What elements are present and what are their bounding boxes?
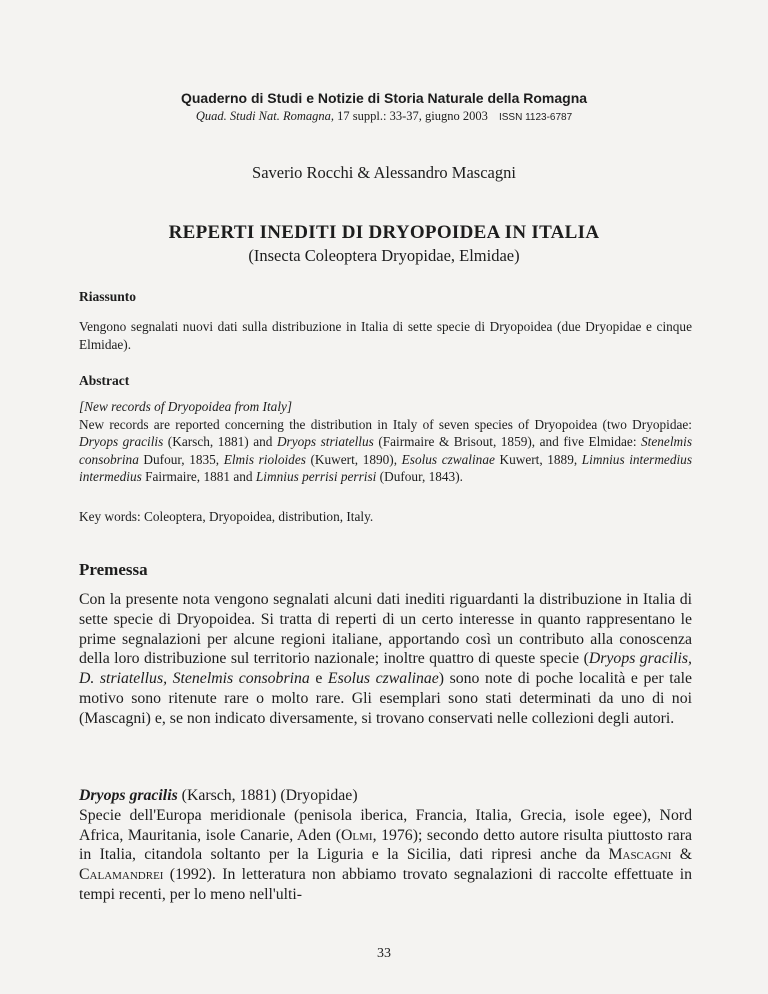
cited-author: Olmi [340, 826, 373, 844]
species-name: Limnius intermedius intermedius [79, 451, 692, 484]
species-name: Dryops gracilis [79, 434, 164, 449]
dryops-text: Dryops gracilis (Karsch, 1881) (Dryopidae) Specie dell'Europa meridionale (penisola iberica, Francia, Italia, Grecia, isole egee), Nord Africa, Mauritania, isole Canarie, Aden (Olmi, 1976); secondo detto autore risulta piuttosto rara in Italia, citandola soltanto per la Liguria e la Sicilia, dati ripresi anche da Mascagni & Calamandrei (1992). In letteratura non abbiamo trovato segnalazioni di raccolte effettuate in tempi recenti, per lo meno nell'ulti- [79, 787, 692, 903]
cited-author: Mascagni [608, 846, 672, 864]
article-title: REPERTI INEDITI DI DRYOPOIDEA IN ITALIA [168, 222, 600, 243]
keywords: Key words: Coleoptera, Dryopoidea, distribution, Italy. [79, 509, 374, 524]
abstract-title: [New records of Dryopoidea from Italy] [79, 399, 293, 414]
abstract-heading: Abstract [79, 373, 130, 388]
abstract-section [79, 373, 692, 486]
premessa-heading: Premessa [79, 560, 148, 579]
abstract-text: [New records of Dryopoidea from Italy] New records are reported concerning the distribution in Italy of seven species of Dryopoidea (two Dryopidae: Dryops gracilis (Karsch, 1881) and Dryops striatellus (Fairmaire & Brisout, 1859), and five Elmidae: Stenelmis consobrina Dufour, 1835, Elmis rioloides (Kuwert, 1890), Esolus czwalinae Kuwert, 1889, Limnius intermedius intermedius Fairmaire, 1881 and Limnius perrisi perrisi (Dufour, 1843). [79, 399, 692, 484]
dryops-section [79, 786, 692, 905]
riassunto-heading: Riassunto [79, 289, 137, 304]
species-name: Elmis rioloides [223, 451, 306, 467]
journal-citation [0, 109, 768, 124]
species-name: Stenelmis consobrina [79, 434, 692, 467]
species-name: Dryops gracilis, D. striatellus, Stenelmis consobrina [79, 650, 692, 688]
citation-issue: 17 suppl.: 33-37, giugno 2003 [337, 109, 488, 123]
page-number: 33 [377, 946, 391, 961]
citation-abbrev: Quad. Studi Nat. Romagna, [195, 109, 335, 123]
cited-author: Calamandrei [79, 866, 164, 884]
article-subtitle: (Insecta Coleoptera Dryopidae, Elmidae) [248, 246, 520, 265]
species-heading: Dryops gracilis [79, 787, 178, 804]
premessa-text: Con la presente nota vengono segnalati alcuni dati inediti riguardanti la distribuzione in Italia di sette specie di Dryopoidea. Si tratta di reperti di un certo interesse in quanto rappresentano le prime segnalazioni per alcune regioni italiane, apportando così un contributo alla conoscenza della loro distribuzione sul territorio nazionale; inoltre quattro di queste specie (Dryops gracilis, D. striatellus, Stenelmis consobrina e Esolus czwalinae) sono note di poche località e per tale motivo sono ritenute rare o molto rare. Gli esemplari sono stati determinati da uno di noi (Mascagni) e, se non indicato diversamente, si trovano conservati nelle collezioni degli autori. [79, 591, 692, 727]
issn: ISSN 1123-6787 [498, 112, 573, 123]
riassunto-text: Vengono segnalati nuovi dati sulla distribuzione in Italia di sette specie di Dryopoidea (due Dryopidae e cinque Elmidae). [79, 319, 692, 352]
authors: Saverio Rocchi & Alessandro Mascagni [252, 163, 516, 182]
riassunto-section [79, 289, 692, 353]
species-name: Limnius perrisi perrisi [255, 469, 377, 484]
journal-title: Quaderno di Studi e Notizie di Storia Naturale della Romagna [180, 90, 588, 106]
species-name: Dryops striatellus [276, 434, 374, 449]
premessa-section [79, 560, 692, 729]
species-name: Esolus czwalinae [327, 670, 439, 688]
species-name: Esolus czwalinae [401, 451, 495, 467]
